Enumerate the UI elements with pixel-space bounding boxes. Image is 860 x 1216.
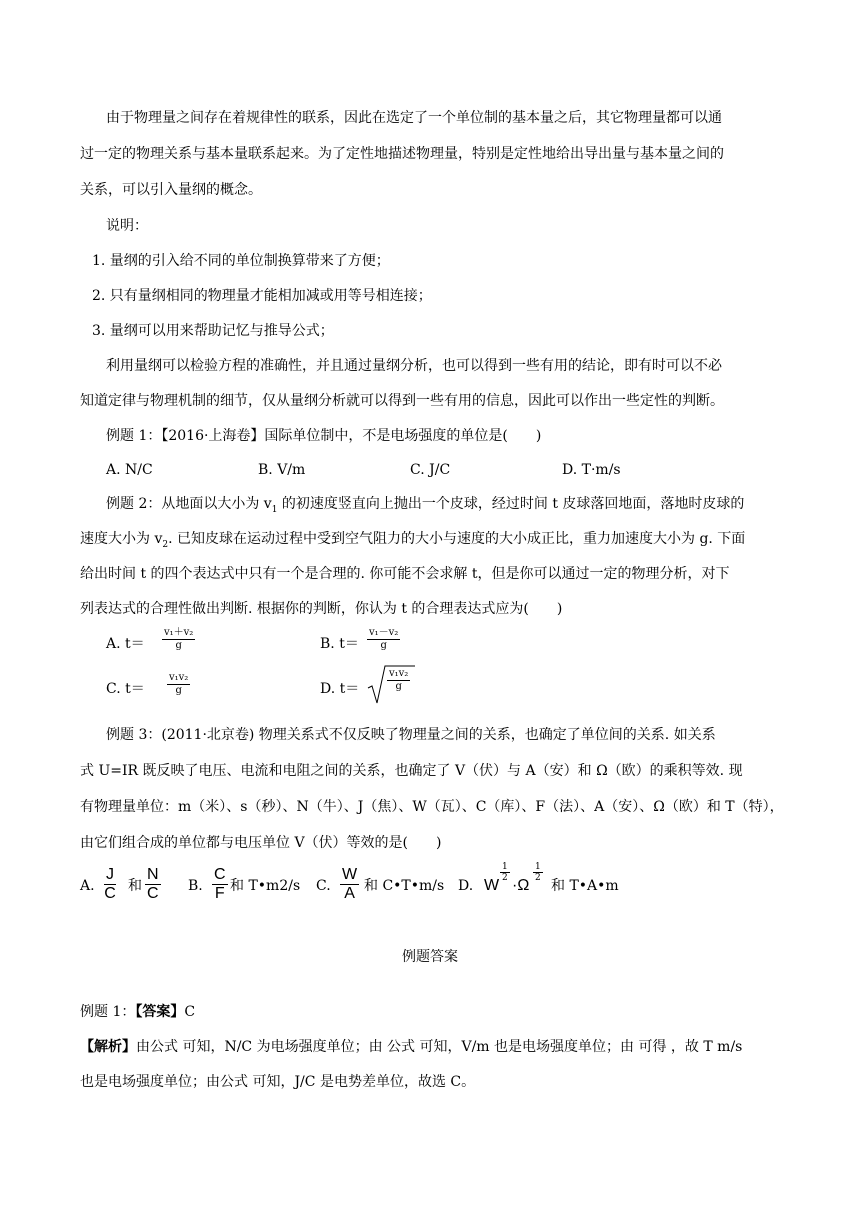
example1-option-d: D. T·m/s (562, 462, 621, 478)
para2-line-2: 知道定律与物理机制的细节，仅从量纲分析就可以得到一些有用的信息，因此可以作出一些定性的判断。 (80, 393, 724, 409)
example1-stem: 例题 1：【2016·上海卷】国际单位制中，不是电场强度的单位是( ) (106, 428, 542, 444)
example3-option-d-omega: ·Ω (512, 877, 530, 894)
note-item-3: 3. 量纲可以用来帮助记忆与推导公式； (92, 323, 334, 339)
example3-option-d-w: W (484, 877, 500, 894)
example3-option-d-text: 和 T•A•m (551, 878, 619, 894)
intro-line-2: 过一定的物理关系与基本量联系起来。为了定性地描述物理量，特别是定性地给出导出量与基本量之间的 (80, 146, 724, 162)
example3-option-a-fraction-1: $\frac{J}{C}$ (104, 866, 116, 902)
example3-option-d-exponent-1: $\frac{1}{2}$ (502, 862, 508, 883)
example2-option-a-label: A. t＝ (106, 636, 145, 652)
example3-option-c-text: 和 C•T•m/s (364, 878, 445, 894)
note-item-1: 1. 量纲的引入给不同的单位制换算带来了方便； (92, 253, 390, 269)
example2-option-c-fraction: $\frac{\text{v₁v₂}}{g}$ (169, 672, 189, 696)
example3-option-b-fraction: $\frac{C}{F}$ (214, 866, 226, 902)
example2-line-4: 列表达式的合理性做出判断. 根据你的判断，你认为 t 的合理表达式应为( ) (80, 601, 563, 617)
example2-option-d-label: D. t＝ (320, 681, 360, 697)
analysis-line-2: 也是电场强度单位；由公式 可知，J/C 是电势差单位，故选 C。 (80, 1074, 476, 1090)
example2-option-b-label: B. t＝ (320, 636, 359, 652)
example3-option-b-label: B. (188, 878, 203, 894)
example3-option-c-label: C. (316, 878, 331, 894)
example1-option-b: B. V/m (258, 462, 306, 478)
example3-option-b-text: 和 T•m2/s (230, 878, 301, 894)
intro-line-1: 由于物理量之间存在着规律性的联系，因此在选定了一个单位制的基本量之后，其它物理量都可以通 (106, 110, 722, 126)
example3-line-2: 式 U=IR 既反映了电压、电流和电阻之间的关系，也确定了 V（伏）与 A（安）和 Ω（欧）的乘积等效. 现 (80, 763, 743, 779)
analysis-line-1: 【解析】由公式 可知，N/C 为电场强度单位；由 公式 可知，V/m 也是电场强度单位；由 可得 ，故 T m/s (80, 1039, 743, 1055)
example2-line-1: 例题 2：从地面以大小为 $v_1$ 的初速度竖直向上抛出一个皮球，经过时间 t 皮球落回地面，落地时皮球的 (106, 496, 745, 515)
example2-option-c-label: C. t＝ (106, 681, 145, 697)
example2-option-d-fraction: $\frac{\text{v₁v₂}}{g}$ (389, 668, 409, 692)
note-label: 说明： (106, 218, 148, 234)
example3-line-4: 由它们组合成的单位都与电压单位 V（伏）等效的是( ) (80, 835, 442, 851)
para2-line-1: 利用量纲可以检验方程的准确性，并且通过量纲分析，也可以得到一些有用的结论，即有时可以不必 (106, 358, 722, 374)
example2-option-b-fraction: $\frac{\text{v₁－v₂}}{g}$ (369, 627, 399, 651)
intro-line-3: 关系，可以引入量纲的概念。 (80, 182, 262, 198)
example2-option-a-fraction: $\frac{\text{v₁＋v₂}}{g}$ (164, 627, 194, 651)
example3-line-3: 有物理量单位：m（米）、s（秒）、N（牛）、J（焦）、W（瓦）、C（库）、F（法）、A（安）、Ω（欧）和 T（特）， (80, 799, 784, 815)
example3-option-a-label: A. (80, 878, 95, 894)
note-item-2: 2. 只有量纲相同的物理量才能相加减或用等号相连接； (92, 288, 432, 304)
answers-heading: 例题答案 (402, 949, 458, 965)
answer-1: 例题 1：【答案】C (80, 1004, 196, 1020)
example1-option-a: A. N/C (106, 462, 153, 478)
example1-option-c: C. J/C (410, 462, 451, 478)
example3-option-a-and: 和 (128, 878, 142, 894)
example3-option-c-fraction: $\frac{W}{A}$ (342, 866, 358, 902)
example3-line-1: 例题 3：(2011·北京卷) 物理关系式不仅反映了物理量之间的关系，也确定了单位间的关系. 如关系 (106, 727, 716, 743)
example3-option-d-label: D. (458, 878, 474, 894)
example3-option-d-exponent-2: $\frac{1}{2}$ (535, 862, 541, 883)
example3-option-a-fraction-2: $\frac{N}{C}$ (147, 866, 159, 902)
example2-line-3: 给出时间 t 的四个表达式中只有一个是合理的. 你可能不会求解 t，但是你可以通过一定的物理分析，对下 (80, 566, 730, 582)
example2-line-2: 速度大小为 $v_2$. 已知皮球在运动过程中受到空气阻力的大小与速度的大小成正比，重力加速度大小为 g. 下面 (80, 531, 746, 550)
